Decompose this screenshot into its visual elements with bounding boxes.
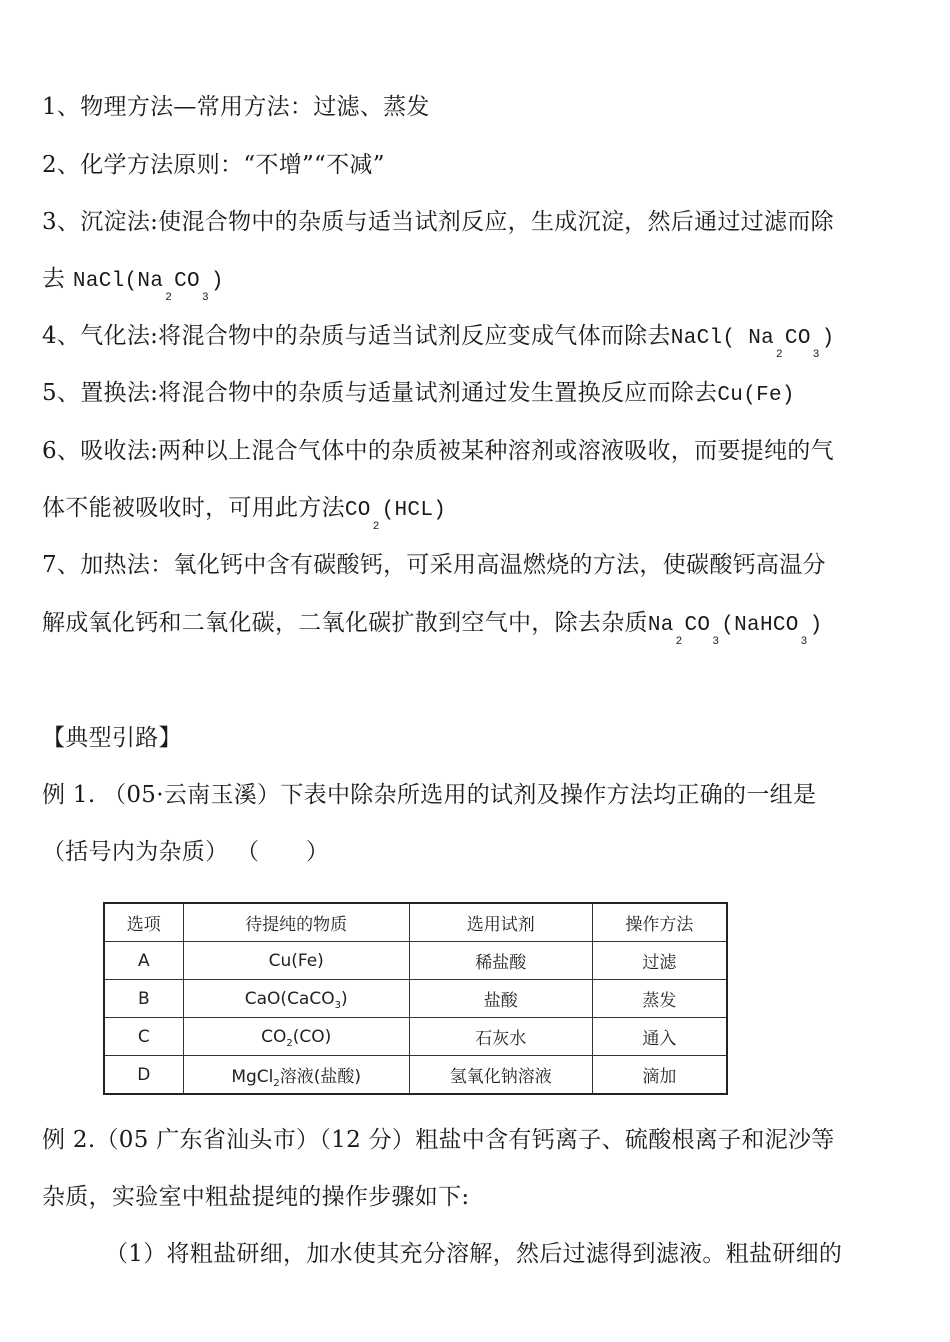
- formula: (NaHCO: [721, 614, 799, 637]
- example2-line-2: 杂质，实验室中粗盐提纯的操作步骤如下:: [42, 1184, 470, 1210]
- formula: MgCl: [231, 1067, 274, 1087]
- formula: ): [809, 614, 823, 637]
- formula: ): [210, 270, 224, 293]
- cell-substance: [183, 1056, 409, 1095]
- table-row: [104, 1056, 727, 1095]
- cell-substance: Cu(Fe): [183, 942, 409, 980]
- formula: NaCl( Na: [670, 327, 775, 350]
- table-row: [104, 1018, 727, 1056]
- text: 5、置换法:将混合物中的杂质与适量试剂通过发生置换反应而除去: [42, 380, 718, 406]
- cell-option: A: [104, 942, 183, 980]
- example2-line-1: 例 2.（05 广东省汕头市）（12 分）粗盐中含有钙离子、硫酸根离子和泥沙等: [42, 1127, 835, 1153]
- formula: Cu(Fe): [717, 384, 795, 407]
- table-row: [104, 942, 727, 980]
- options-table: [103, 902, 728, 1095]
- subscript: 3: [812, 349, 820, 361]
- header-reagent: 选用试剂: [409, 903, 592, 942]
- method-line-1: 1、物理方法—常用方法：过滤、蒸发: [42, 94, 430, 120]
- subscript: 2: [286, 1037, 293, 1049]
- cell-method: 蒸发: [592, 980, 727, 1018]
- method-line-7: 7、加热法：氧化钙中含有碳酸钙，可采用高温燃烧的方法，使碳酸钙高温分: [42, 552, 826, 578]
- cell-method: 过滤: [592, 942, 727, 980]
- text: 体不能被吸收时，可用此方法: [42, 495, 345, 521]
- formula: CO: [344, 499, 371, 522]
- formula: CO: [261, 1026, 287, 1047]
- text: 去: [42, 266, 73, 292]
- example2-line-3: （1）将粗盐研细，加水使其充分溶解，然后过滤得到滤液。粗盐研细的: [105, 1241, 843, 1267]
- subscript: 2: [675, 636, 683, 648]
- method-line-6: 6、吸收法:两种以上混合气体中的杂质被某种溶剂或溶液吸收，而要提纯的气: [42, 438, 834, 464]
- method-line-3: 3、沉淀法:使混合物中的杂质与适当试剂反应，生成沉淀，然后通过过滤而除: [42, 209, 834, 235]
- cell-reagent: 稀盐酸: [409, 942, 592, 980]
- method-line-4: [42, 321, 835, 361]
- cell-substance: [183, 1018, 409, 1056]
- subscript: 2: [165, 292, 173, 304]
- cell-option: B: [104, 980, 183, 1018]
- method-line-7-cont: [42, 608, 823, 648]
- formula: ): [821, 327, 835, 350]
- formula: (HCL): [381, 499, 447, 522]
- cell-reagent: 盐酸: [409, 980, 592, 1018]
- cell-method: 滴加: [592, 1056, 727, 1095]
- subscript: 3: [201, 292, 209, 304]
- header-option: 选项: [104, 903, 183, 942]
- cell-reagent: 氢氧化钠溶液: [409, 1056, 592, 1095]
- formula: CaO(CaCO: [244, 988, 335, 1009]
- formula: ): [340, 988, 348, 1009]
- formula: Na: [647, 614, 674, 637]
- method-line-2: 2、化学方法原则：“不增”“不减”: [42, 152, 385, 178]
- cell-method: 通入: [592, 1018, 727, 1056]
- subscript: 3: [712, 636, 720, 648]
- example1-line-2: （括号内为杂质） （ ）: [42, 839, 330, 865]
- formula: CO: [684, 614, 711, 637]
- formula: CO: [784, 327, 811, 350]
- formula: NaCl(Na: [72, 270, 164, 293]
- formula: 溶液(盐酸): [279, 1067, 362, 1087]
- formula: CO: [174, 270, 200, 293]
- method-line-5: [42, 378, 795, 411]
- method-line-6-cont: [42, 493, 447, 533]
- header-method: 操作方法: [592, 903, 727, 942]
- subscript: 3: [800, 636, 808, 648]
- formula: (CO): [292, 1026, 332, 1047]
- section-title: 【典型引路】: [42, 725, 182, 751]
- cell-option: D: [104, 1056, 183, 1095]
- table-row: [104, 980, 727, 1018]
- method-line-3-cont: [42, 264, 224, 304]
- text: 解成氧化钙和二氧化碳，二氧化碳扩散到空气中，除去杂质: [42, 610, 648, 636]
- subscript: 2: [273, 1078, 280, 1089]
- cell-reagent: 石灰水: [409, 1018, 592, 1056]
- table-header-row: [104, 903, 727, 942]
- subscript: 2: [372, 521, 380, 533]
- cell-substance: [183, 980, 409, 1018]
- header-substance: 待提纯的物质: [183, 903, 409, 942]
- text: 4、气化法:将混合物中的杂质与适当试剂反应变成气体而除去: [42, 323, 671, 349]
- cell-option: C: [104, 1018, 183, 1056]
- subscript: 2: [776, 349, 783, 361]
- subscript: 3: [334, 999, 341, 1011]
- example1-line-1: 例 1. （05·云南玉溪）下表中除杂所选用的试剂及操作方法均正确的一组是: [42, 782, 817, 808]
